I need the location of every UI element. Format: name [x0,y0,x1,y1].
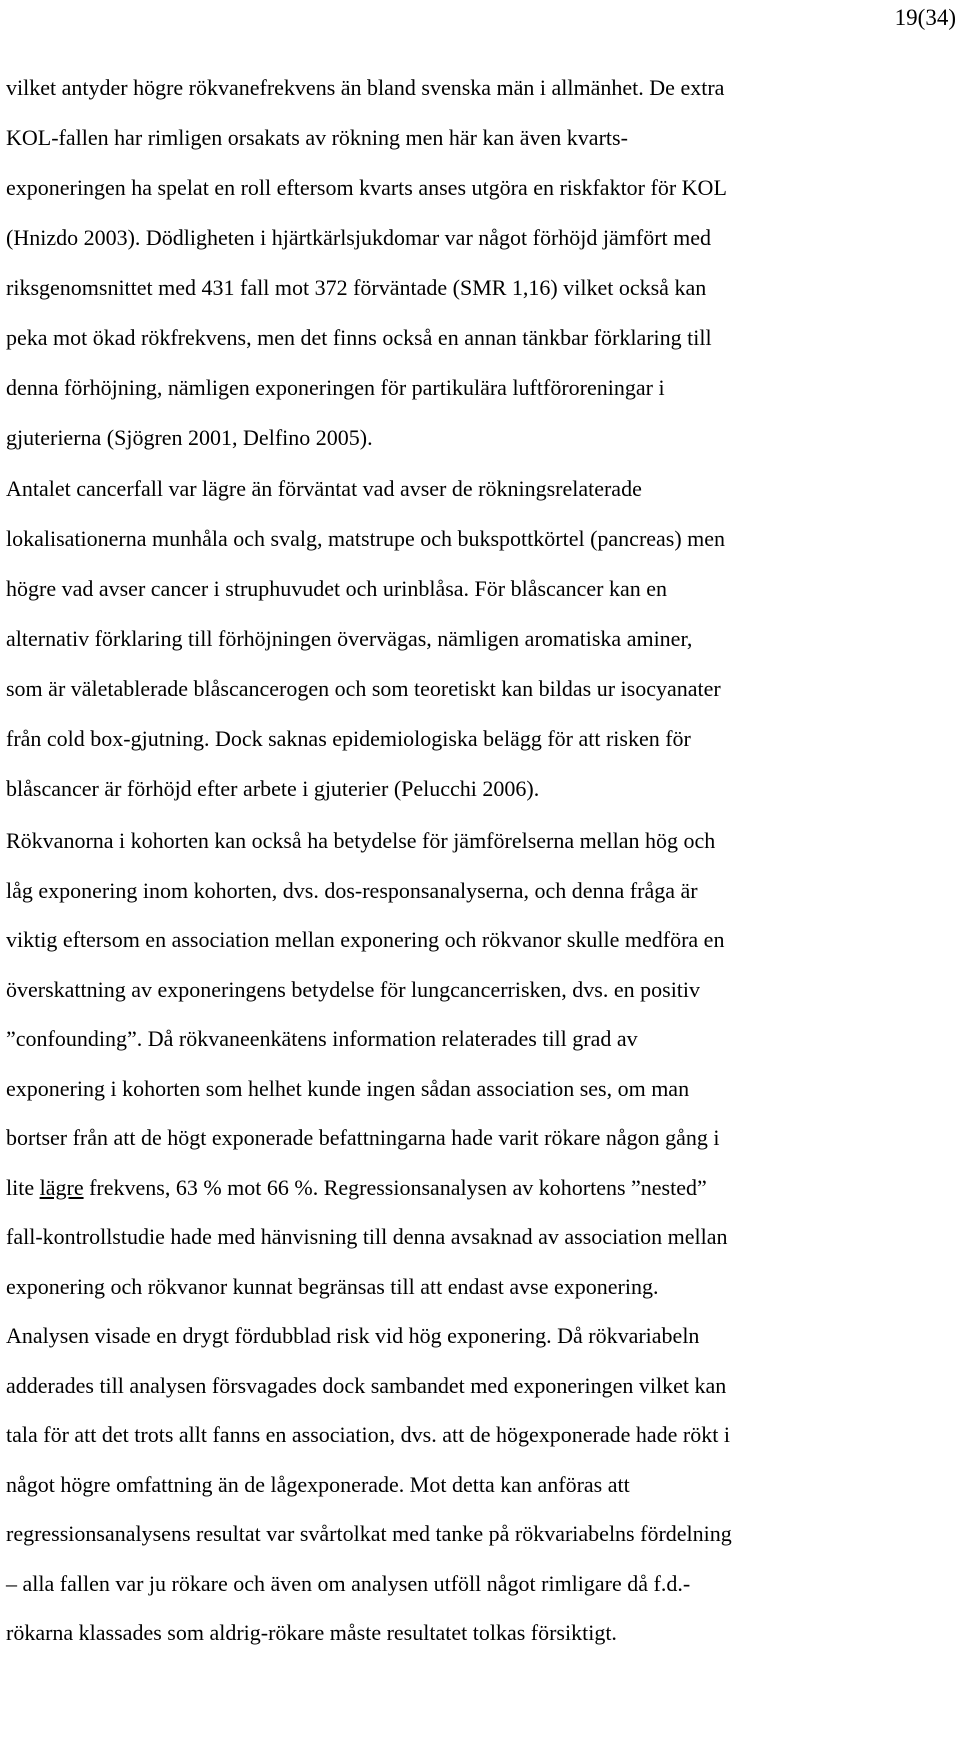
paragraph-cancer-cases [6,464,956,814]
text-line: ”confounding”. Då rökvaneenkätens information relaterades till grad av [6,1026,638,1051]
text-line: gjuterierna (Sjögren 2001, Delfino 2005). [6,425,373,450]
text-line: Rökvanorna i kohorten kan också ha betydelse för jämförelserna mellan hög och [6,828,716,853]
text-line-with-underline [6,1163,956,1213]
text-line: adderades till analysen försvagades dock sambandet med exponeringen vilket kan [6,1372,727,1398]
text-segment: lite [6,1174,40,1200]
text-line: KOL-fallen har rimligen orsakats av rökning men här kan även kvarts- [6,125,628,150]
text-line: som är väletablerade blåscancerogen och som teoretiskt kan bildas ur isocyanater [6,676,721,701]
text-line: blåscancer är förhöjd efter arbete i gjuterier (Pelucchi 2006). [6,776,540,801]
text-line: högre vad avser cancer i struphuvudet och urinblåsa. För blåscancer kan en [6,576,667,601]
text-line: från cold box-gjutning. Dock saknas epidemiologiska belägg för att risken för [6,726,691,751]
text-line: lokalisationerna munhåla och svalg, matstrupe och bukspottkörtel (pancreas) men [6,526,726,551]
text-line: – alla fallen var ju rökare och även om analysen utföll något rimligare då f.d.- [6,1570,691,1596]
text-line: vilket antyder högre rökvanefrekvens än bland svenska män i allmänhet. De extra [6,75,725,100]
text-segment: frekvens, 63 % mot 66 %. Regressionsanalysen av kohortens ”nested” [83,1174,707,1200]
text-line: exponering och rökvanor kunnat begränsas till att endast avse exponering. [6,1273,659,1299]
text-line: tala för att det trots allt fanns en association, dvs. att de högexponerade hade rökt i [6,1422,730,1447]
text-line: viktig eftersom en association mellan exponering och rökvanor skulle medföra en [6,927,725,952]
text-line: Analysen visade en drygt fördubblad risk vid hög exponering. Då rökvariabeln [6,1323,700,1348]
text-line: bortser från att de högt exponerade befattningarna hade varit rökare någon gång i [6,1125,720,1150]
text-line: riksgenomsnittet med 431 fall mot 372 förväntade (SMR 1,16) vilket också kan [6,275,707,300]
text-line: peka mot ökad rökfrekvens, men det finns också en annan tänkbar förklaring till [6,325,712,350]
text-line: exponering i kohorten som helhet kunde ingen sådan association ses, om man [6,1075,690,1101]
text-line: Antalet cancerfall var lägre än förväntat vad avser de rökningsrelaterade [6,476,642,501]
text-line: rökarna klassades som aldrig-rökare måste resultatet tolkas försiktigt. [6,1620,617,1645]
paragraph-smoking-kol [6,63,956,463]
text-line: alternativ förklaring till förhöjningen övervägas, nämligen aromatiska aminer, [6,626,693,651]
page-number: 19(34) [894,5,956,30]
text-line: något högre omfattning än de lågexponerade. Mot detta kan anföras att [6,1471,630,1497]
text-line: regressionsanalysens resultat var svårtolkat med tanke på rökvariabelns fördelning [6,1521,732,1546]
paragraph-smoking-habits-cohort [6,816,956,1658]
text-line: (Hnizdo 2003). Dödligheten i hjärtkärlsjukdomar var något förhöjd jämfört med [6,225,712,250]
text-line: låg exponering inom kohorten, dvs. dos-responsanalyserna, och denna fråga är [6,877,698,903]
text-line: exponeringen ha spelat en roll eftersom kvarts anses utgöra en riskfaktor för KOL [6,175,727,200]
text-line: fall-kontrollstudie hade med hänvisning till denna avsaknad av association mellan [6,1224,728,1249]
underlined-word: lägre [39,1174,84,1200]
text-line: överskattning av exponeringens betydelse för lungcancerrisken, dvs. en positiv [6,976,701,1002]
text-line: denna förhöjning, nämligen exponeringen för partikulära luftföroreningar i [6,375,665,400]
